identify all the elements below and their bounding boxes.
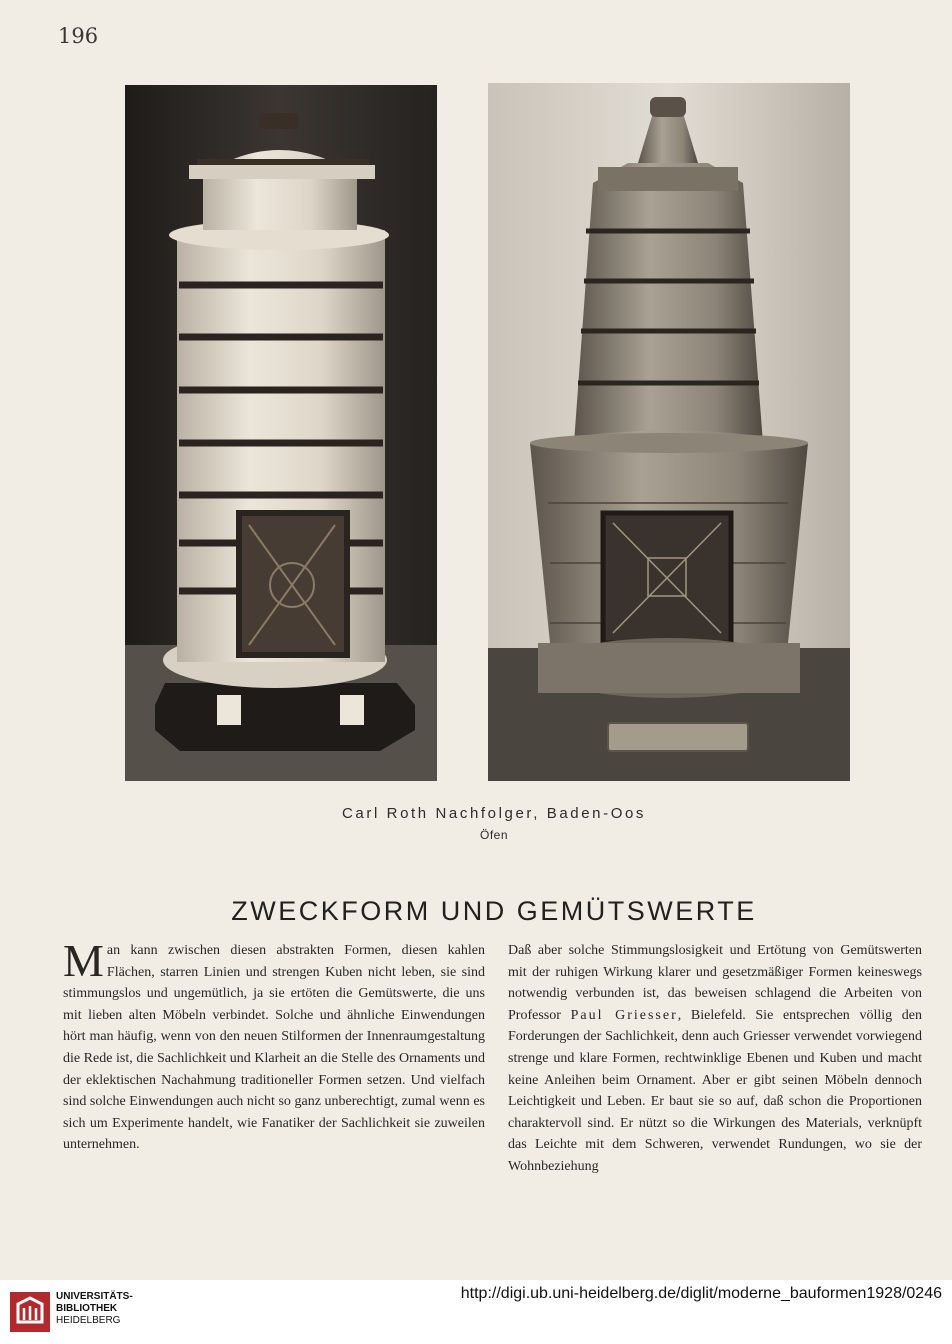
source-url-link[interactable]: http://digi.ub.uni-heidelberg.de/diglit/moderne_bauformen1928/0246 [460,1285,942,1302]
article-column-right [508,940,922,1178]
stove-photo-left [125,85,437,781]
author-name: Paul Griesser [570,1007,678,1023]
column-right-text-before: Daß aber solche Stimmungslosigkeit und Ertötung von Gemütswerten mit der ruhigen Wirkung klarer und gesetzmäßiger Formen keineswegs notwendig verbunden ist, das beweisen schlagend die Arbeiten von Professor [508,943,922,1023]
library-line-2: BIBLIOTHEK [56,1303,118,1314]
library-name [56,1291,133,1327]
article-heading: ZWECKFORM UND GEMÜTSWERTE [231,896,757,926]
library-line-1: UNIVERSITÄTS- [56,1291,133,1302]
dropcap: M [63,935,104,986]
stove-photo-right [488,83,850,781]
article-column-left [63,935,485,1156]
university-library-logo-icon [8,1290,52,1334]
column-right-text-after: , Bielefeld. Sie entsprechen völlig den Forderungen der Sachlichkeit, denn auch Griesser verwendet vorwiegend strenge und klare Formen, rechtwinklige Ebenen und Kuben und macht keine Anleihen beim Ornament. Aber er gibt seinen Möbeln dennoch Leichtigkeit und Leben. Er baut sie so auf, daß schon die Proportionen charaktervoll sind. Er nützt so die Wirkungen des Materials, verknüpft das Leichte mit dem Schweren, verwendet Rundungen, wo sie der Wohnbeziehung [508,1007,922,1174]
photo-caption-object: Öfen [479,828,508,842]
column-left-text: an kann zwischen diesen abstrakten Formen, diesen kahlen Flächen, starren Linien und strengen Kuben nicht leben, sie sind stimmungslos und ungemütlich, ja sie ertöten die Gemütswerte, die uns mit lieben alten Möbeln verbindet. Solche und ähnliche Einwendungen hört man häufig, wenn von den neuen Stilformen der Innenraumgestaltung die Rede ist, die Sachlichkeit und Klarheit an die Stelle des Ornaments und der eklektischen Nachahmung traditioneller Formen setzen. Und vielfach sind solche Einwendungen auch nicht so ganz unberechtigt, zumal wenn es sich um Experimente handelt, wie Fanatiker der Sachlichkeit sie zuweilen unternehmen. [63,943,485,1153]
photo-caption-maker: Carl Roth Nachfolger, Baden-Oos [341,805,647,822]
page-number: 196 [58,24,99,48]
library-line-3: HEIDELBERG [56,1315,121,1326]
